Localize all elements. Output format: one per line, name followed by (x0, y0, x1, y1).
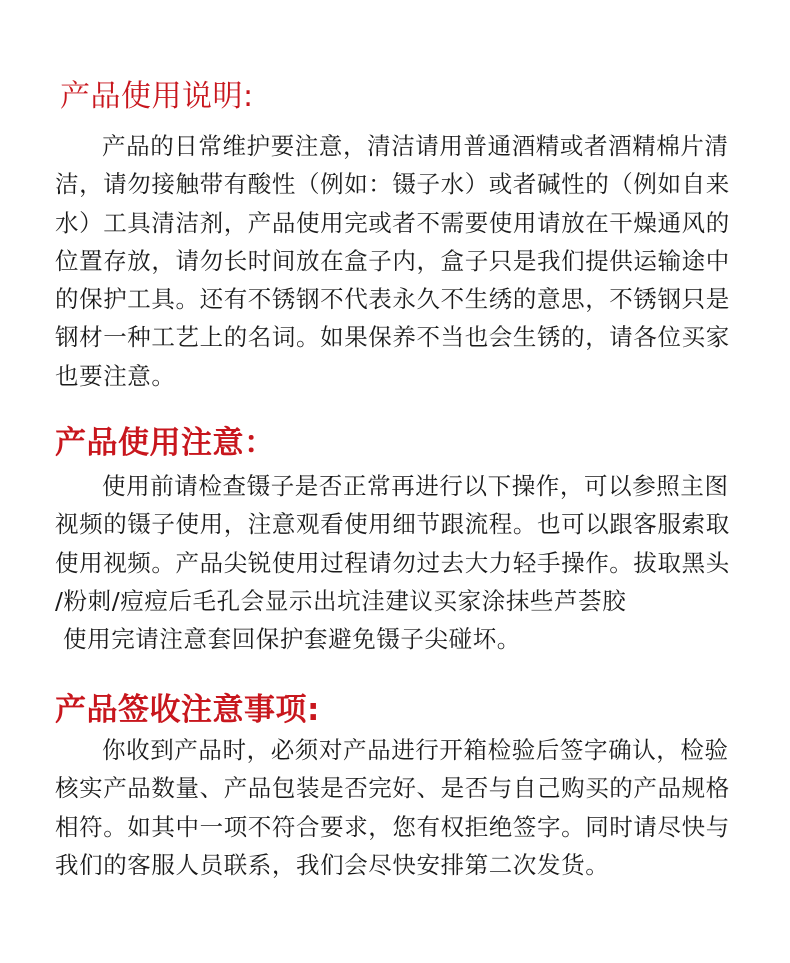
section-body-usage-notes (55, 467, 730, 658)
section-body-receipt-notes (55, 731, 730, 884)
text-line: 洁，请勿接触带有酸性（例如：镊子水）或者碱性的（例如自来 (55, 170, 730, 199)
text-line: 相符。如其中一项不符合要求，您有权拒绝签字。同时请尽快与 (55, 812, 730, 841)
text-line: 的保护工具。还有不锈钢不代表永久不生绣的意思，不锈钢只是 (55, 285, 730, 314)
section-heading-usage-instructions: 产品使用说明: (60, 79, 254, 114)
text-line: 使用视频。产品尖锐使用过程请勿过去大力轻手操作。拔取黑头 (55, 548, 730, 577)
text-line: 位置存放，请勿长时间放在盒子内，盒子只是我们提供运输途中 (55, 246, 730, 275)
text-line: 也要注意。 (55, 361, 176, 390)
text-line: 视频的镊子使用，注意观看使用细节跟流程。也可以跟客服索取 (55, 510, 730, 539)
text-line: 使用前请检查镊子是否正常再进行以下操作，可以参照主图 (102, 472, 729, 500)
section-heading-receipt-notes: 产品签收注意事项: (55, 692, 320, 728)
text-line: 使用完请注意套回保护套避免镊子尖碰坏。 (63, 625, 521, 654)
text-line: 产品的日常维护要注意，清洁请用普通酒精或者酒精棉片清 (102, 132, 729, 160)
section-heading-usage-notes: 产品使用注意： (55, 425, 276, 461)
text-line: 你收到产品时，必须对产品进行开箱检验后签字确认，检验 (102, 736, 729, 764)
text-line: 我们的客服人员联系，我们会尽快安排第二次发货。 (55, 850, 610, 879)
text-line: /粉刺/痘痘后毛孔会显示出坑洼建议买家涂抹些芦荟胶 (55, 586, 627, 615)
text-line: 核实产品数量、产品包装是否完好、是否与自己购买的产品规格 (55, 774, 730, 803)
text-line: 水）工具清洁剂，产品使用完或者不需要使用请放在干燥通风的 (55, 208, 730, 237)
text-line: 钢材一种工艺上的名词。如果保养不当也会生锈的，请各位买家 (55, 323, 730, 352)
section-body-usage-instructions (55, 127, 730, 395)
